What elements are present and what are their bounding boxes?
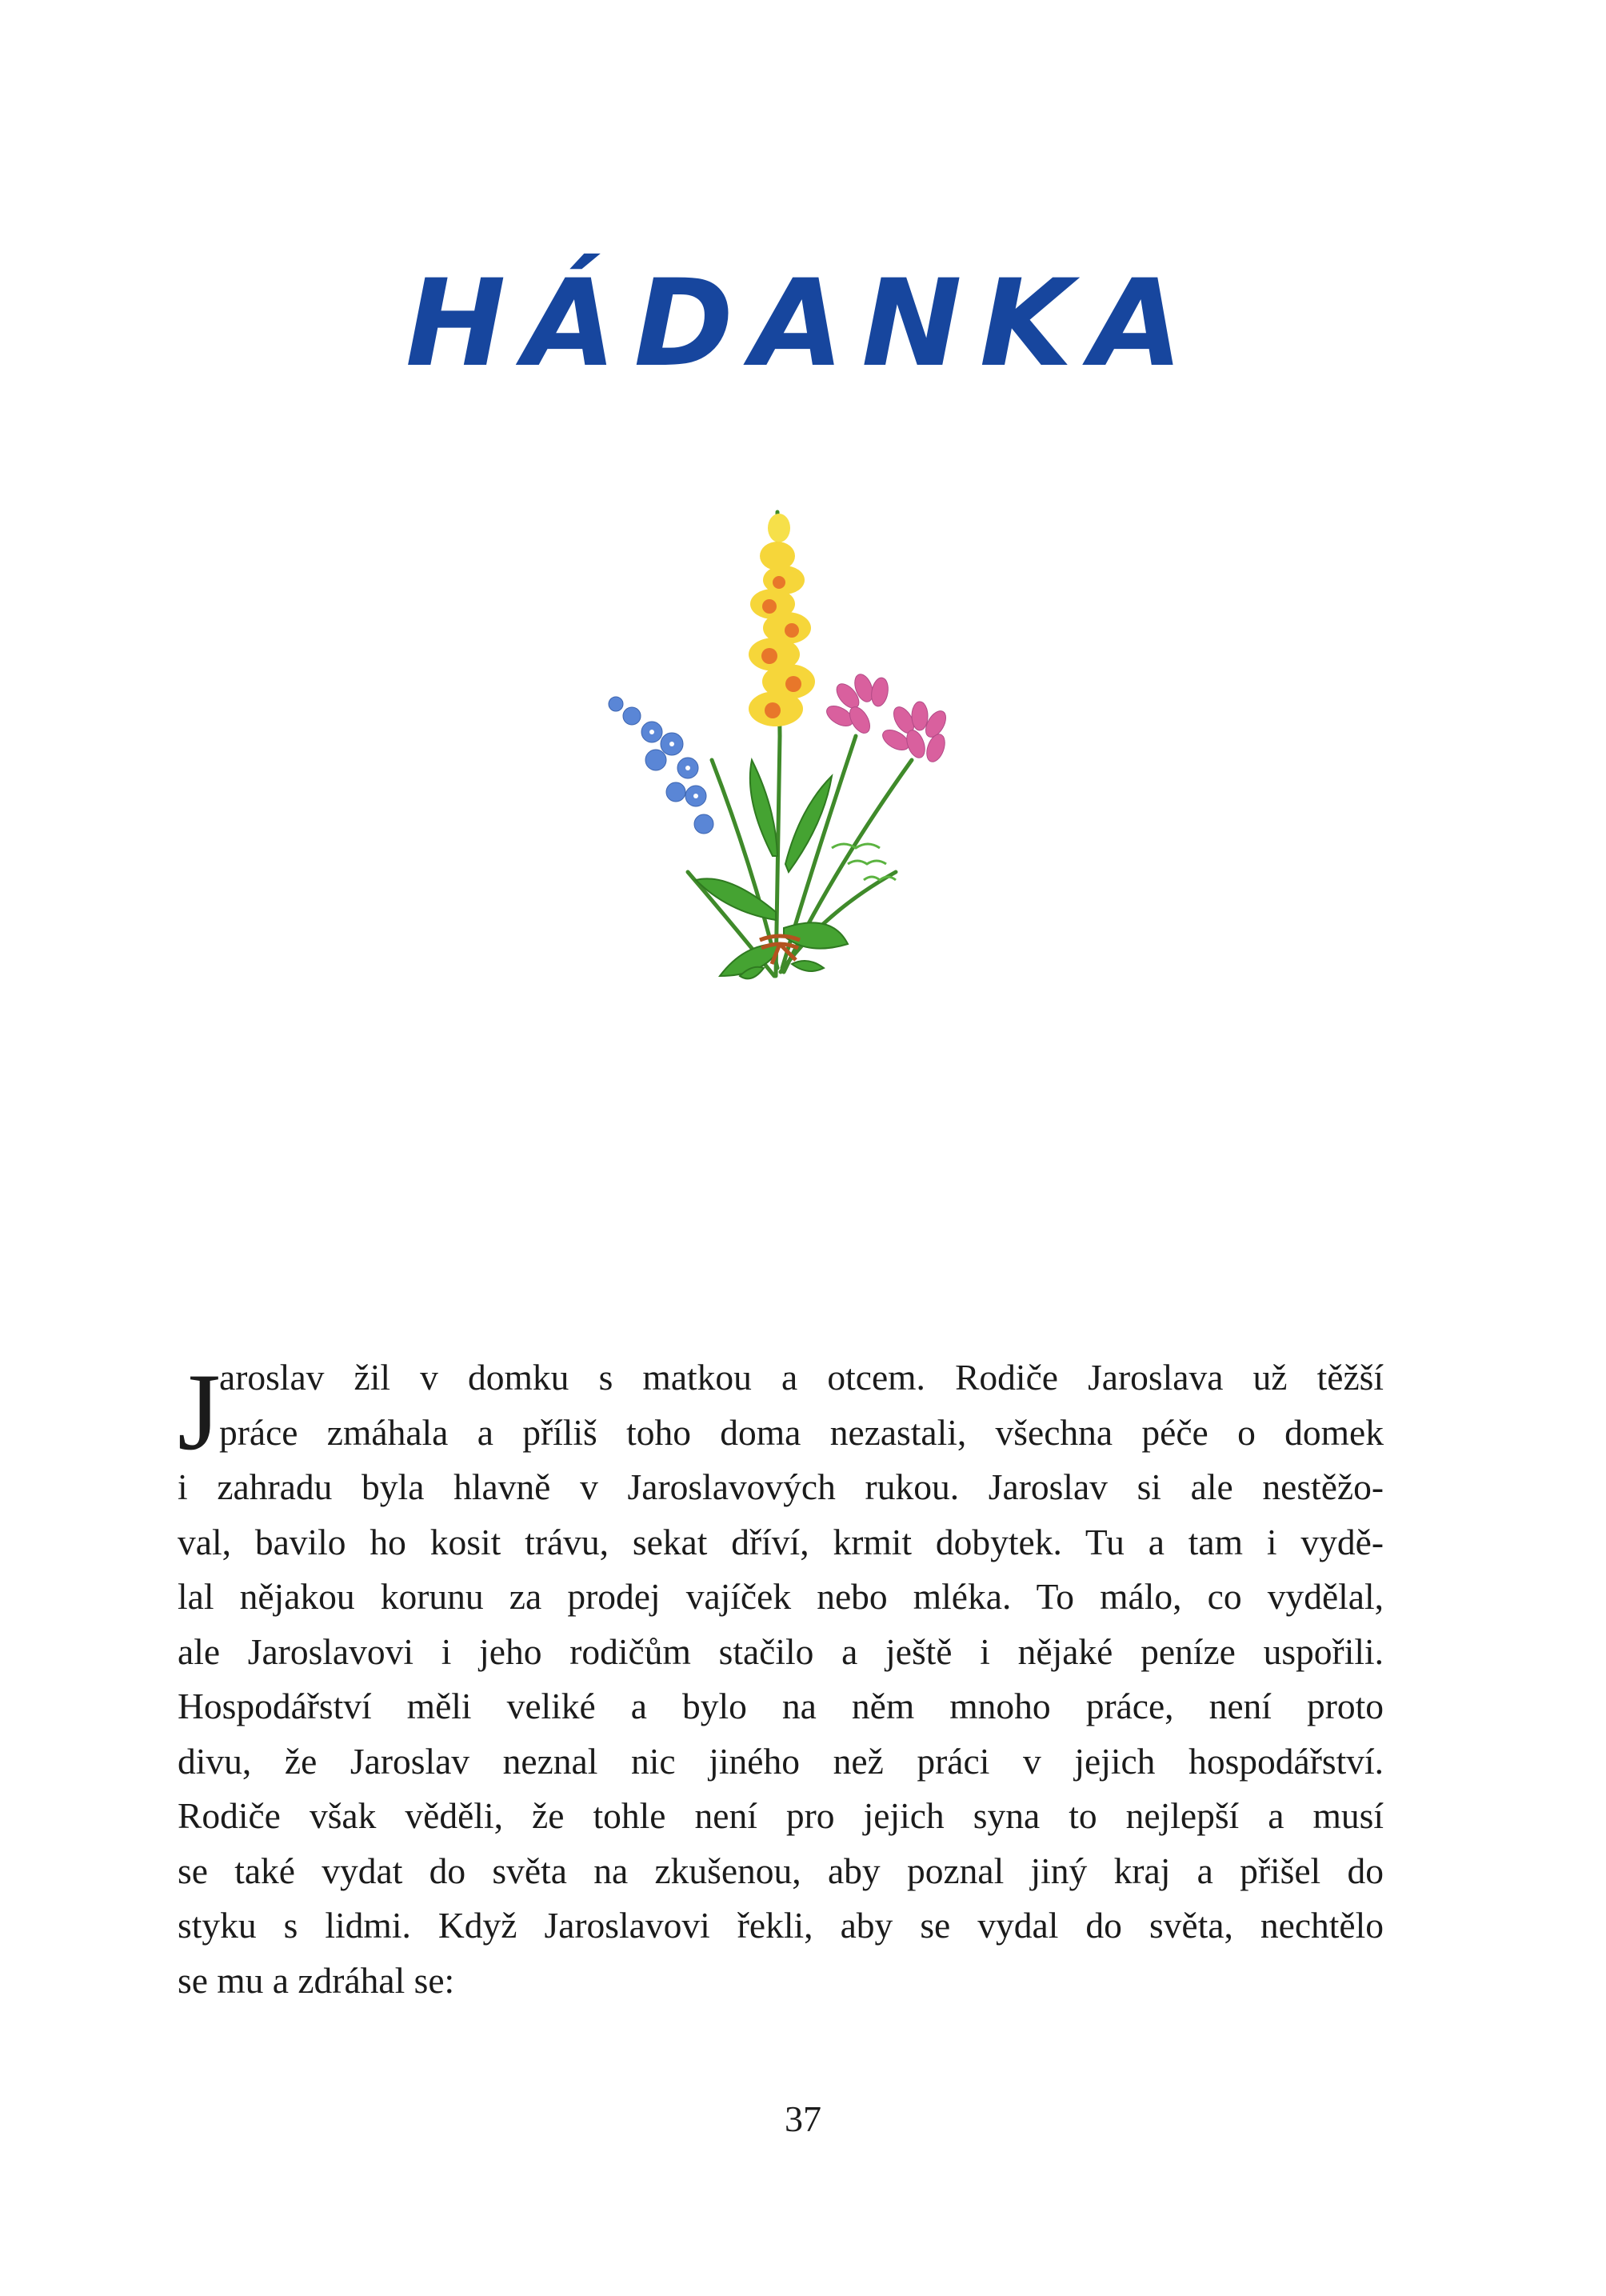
text-line: se mu a zdráhal se: [178,1959,455,2001]
page-number: 37 [785,2098,821,2139]
text-line: práce zmáhala a příliš toho doma nezastali, všechna péče o domek [219,1411,1384,1453]
text-line: ale Jaroslavovi i jeho rodičům stačilo a ještě i nějaké peníze uspořili. [178,1630,1384,1672]
text-line: lal nějakou korunu za prodej vajíček nebo mléka. To málo, co vydělal, [178,1576,1384,1617]
chapter-title: HÁDANKA [405,254,1201,394]
text-line: styku s lidmi. Když Jaroslavovi řekli, aby se vydal do světa, nechtělo [178,1905,1384,1946]
text-line: Hospodářství měli veliké a bylo na něm mnoho práce, není proto [178,1686,1384,1726]
text-line: aroslav žil v domku s matkou a otcem. Rodiče Jaroslava už těžší [219,1357,1384,1398]
first-paragraph [178,1350,1384,1473]
text-line: se také vydat do světa na zkušenou, aby poznal jiný kraj a přišel do [178,1850,1384,1891]
chapter-body [178,1350,1384,2008]
text-line: val, bavilo ho kosit trávu, sekat dříví, krmit dobytek. Tu a tam i vydě- [178,1521,1384,1562]
text-line: divu, že Jaroslav neznal nic jiného než práci v jejich hospodářství. [178,1740,1384,1782]
text-line: Rodiče však věděli, že tohle není pro jejich syna to nejlepší a musí [178,1795,1384,1836]
drop-cap: J [178,1350,221,1473]
text-line: i zahradu byla hlavně v Jaroslavových rukou. Jaroslav si ale nestěžo- [178,1466,1384,1507]
wildflower-bouquet-icon [592,496,992,992]
